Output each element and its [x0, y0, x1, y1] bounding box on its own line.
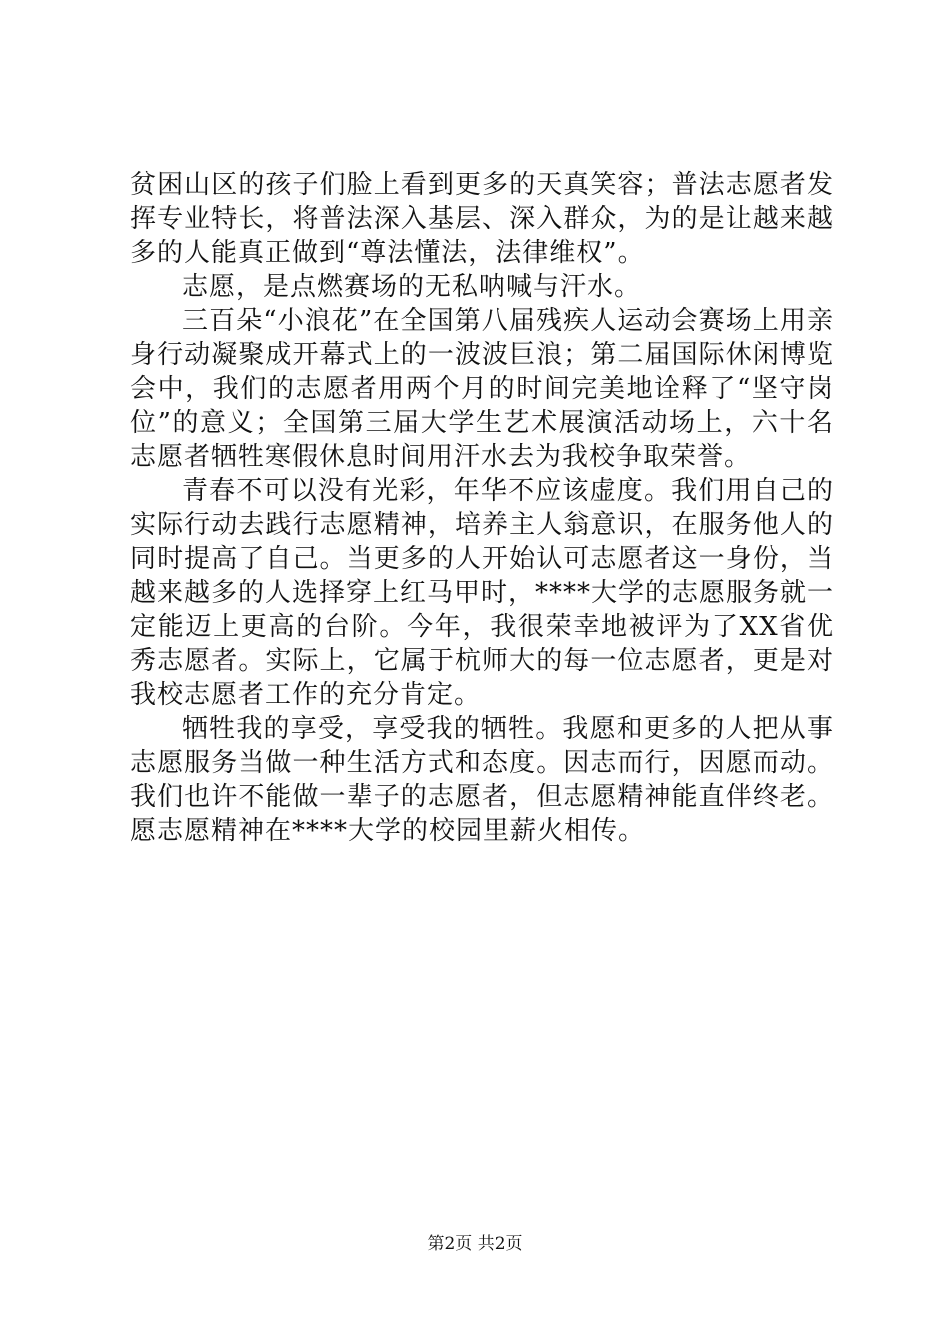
paragraph-continued: 贫困山区的孩子们脸上看到更多的天真笑容；普法志愿者发挥专业特长，将普法深入基层、深入群众，为的是让越来越多的人能真正做到“尊法懂法，法律维权”。 — [130, 170, 834, 268]
page-number-footer: 第2页 共2页 — [427, 1234, 523, 1254]
paragraph-sports-events: 三百朵“小浪花”在全国第八届残疾人运动会赛场上用亲身行动凝聚成开幕式上的一波波巨浪；第二届国际休闲博览会中，我们的志愿者用两个月的时间完美地诠释了“坚守岗位”的意义；全国第三届大学生艺术展演活动场上，六十名志愿者牺牲寒假休息时间用汗水去为我校争取荣誉。 — [130, 306, 834, 472]
paragraph-sacrifice: 牺牲我的享受，享受我的牺牲。我愿和更多的人把从事志愿服务当做一种生活方式和态度。因志而行，因愿而动。我们也许不能做一辈子的志愿者，但志愿精神能直伴终老。愿志愿精神在****大学的校园里薪火相传。 — [130, 714, 834, 846]
document-body — [130, 168, 834, 848]
paragraph-youth: 青春不可以没有光彩，年华不应该虚度。我们用自己的实际行动去践行志愿精神，培养主人翁意识，在服务他人的同时提高了自己。当更多的人开始认可志愿者这一身份，当越来越多的人选择穿上红马甲时，****大学的志愿服务就一定能迈上更高的台阶。今年，我很荣幸地被评为了XX省优秀志愿者。实际上，它属于杭师大的每一位志愿者，更是对我校志愿者工作的充分肯定。 — [130, 476, 835, 710]
paragraph-volunteer-arena: 志愿，是点燃赛场的无私呐喊与汗水。 — [182, 272, 642, 302]
